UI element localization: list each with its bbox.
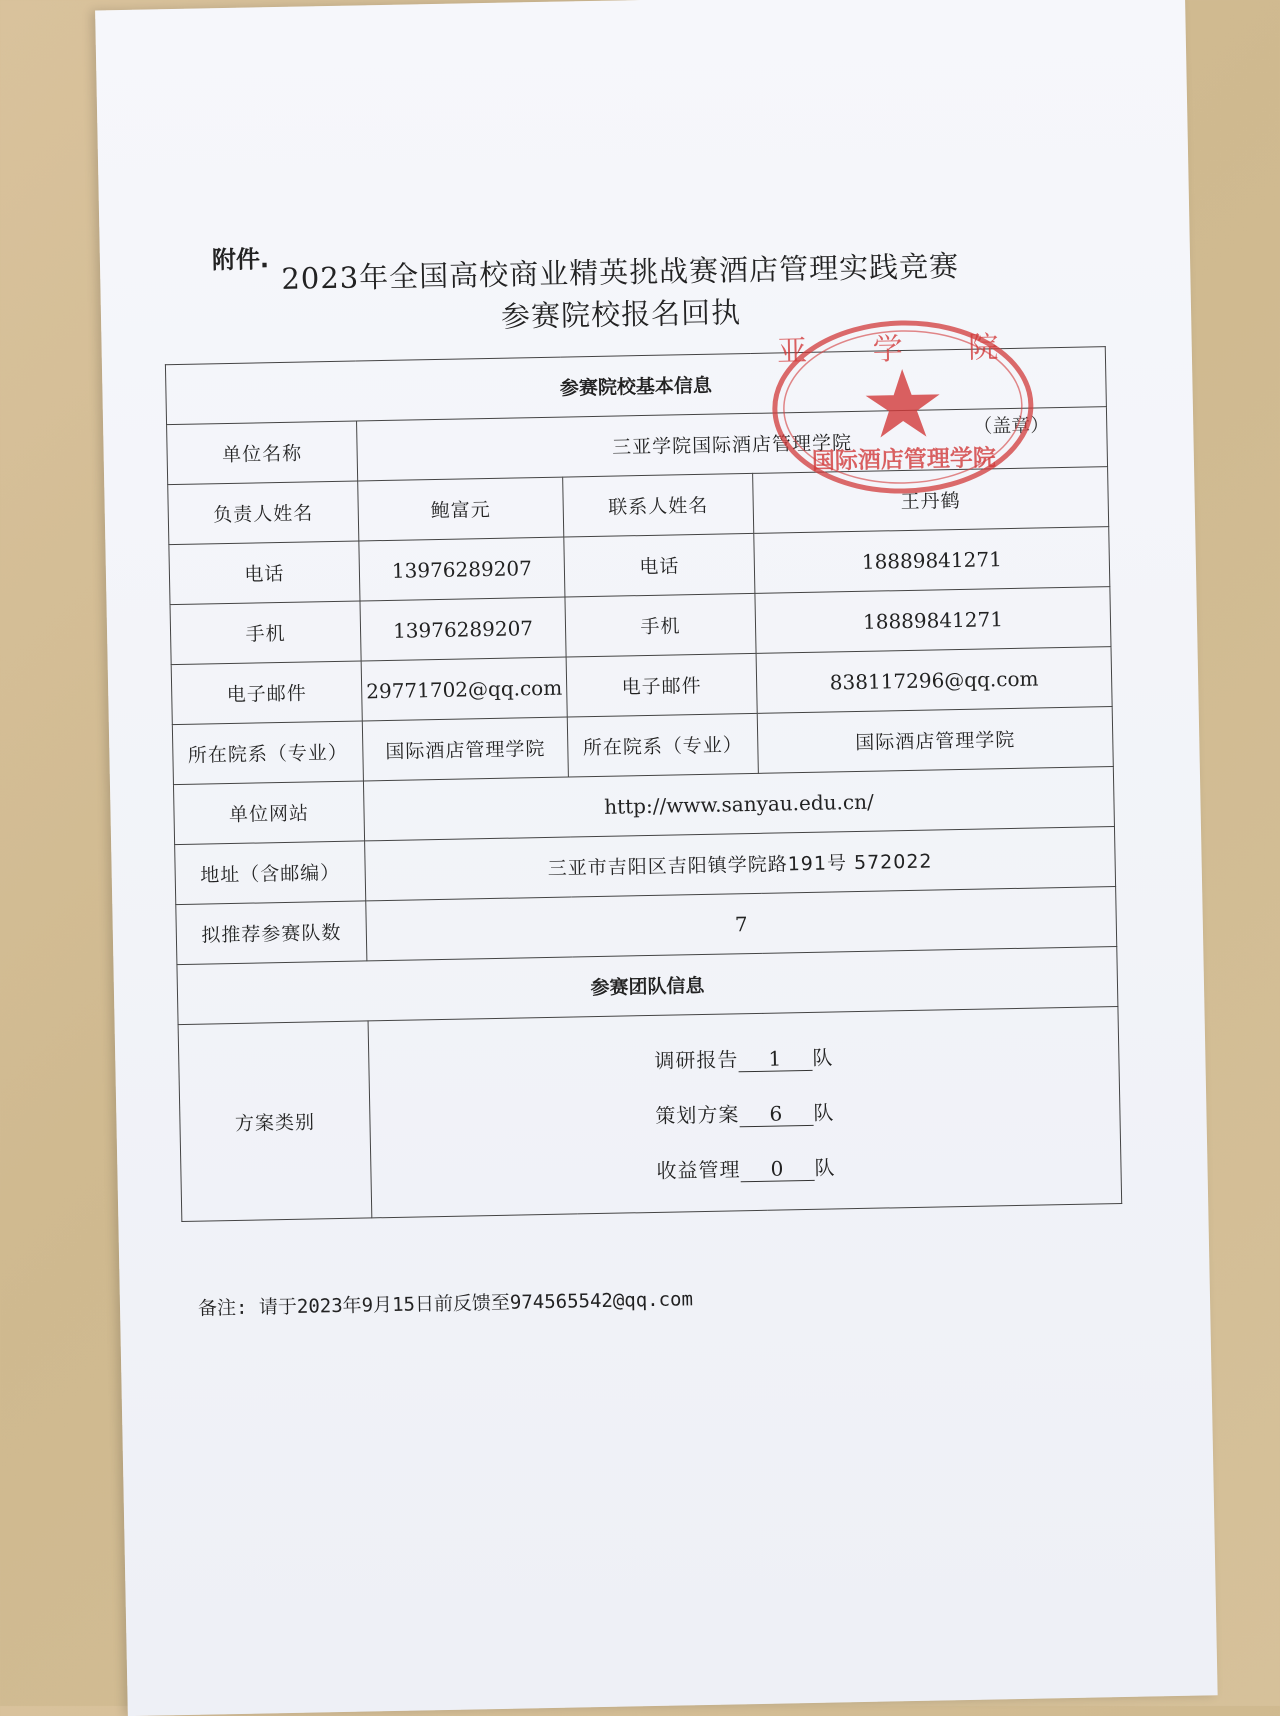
contact-name-label: 联系人姓名 (563, 473, 754, 537)
table-row (178, 1007, 1122, 1222)
leader-name-label: 负责人姓名 (168, 481, 359, 545)
category-count: 6 (739, 1100, 813, 1126)
category-count: 1 (738, 1045, 812, 1071)
star-icon (865, 368, 940, 437)
unit-name-value: 三亚学院国际酒店管理学院 (357, 407, 1108, 481)
category-name: 策划方案 (655, 1101, 740, 1128)
website-value: http://www.sanyau.edu.cn/ (363, 767, 1114, 841)
attachment-label: 附件. (211, 245, 270, 275)
stamp-bottom-text: 国际酒店管理学院 (811, 445, 997, 475)
section-basic-info: 参赛院校基本信息 (165, 347, 1106, 425)
email-label: 电子邮件 (171, 661, 362, 725)
team-count-value: 7 (366, 887, 1117, 961)
seal-label: （盖章） (973, 414, 1050, 438)
address-label: 地址（含邮编） (175, 841, 366, 905)
category-count: 0 (740, 1155, 814, 1181)
category-name: 调研报告 (654, 1046, 739, 1073)
unit-name-label: 单位名称 (167, 421, 358, 485)
contact-dept-value: 国际酒店管理学院 (757, 707, 1113, 774)
document-subtitle: 参赛院校报名回执 (500, 295, 742, 334)
contact-phone-label: 电话 (564, 533, 755, 597)
category-line (375, 1146, 1116, 1189)
leader-mobile-value: 13976289207 (360, 597, 566, 661)
mobile-label: 手机 (170, 601, 361, 665)
team-count-label: 拟推荐参赛队数 (176, 901, 367, 965)
document-title: 2023年全国高校商业精英挑战赛酒店管理实践竞赛 (281, 248, 960, 296)
leader-phone-value: 13976289207 (359, 537, 565, 601)
plan-category-label: 方案类别 (178, 1021, 372, 1222)
leader-email-value: 29771702@qq.com (361, 657, 567, 721)
category-line (373, 1036, 1114, 1079)
stamp-top-text: 亚 学 院 (776, 329, 1027, 370)
leader-dept-value: 国际酒店管理学院 (362, 717, 568, 781)
category-unit: 队 (812, 1044, 834, 1070)
section-team-info: 参赛团队信息 (177, 947, 1118, 1025)
plan-category-list (368, 1007, 1122, 1218)
footnote: 备注: 请于2023年9月15日前反馈至974565542@qq.com (197, 1288, 694, 1320)
contact-mobile-value: 18889841271 (755, 587, 1111, 654)
contact-email-value: 838117296@qq.com (756, 647, 1112, 714)
category-unit: 队 (814, 1154, 836, 1180)
phone-label: 电话 (169, 541, 360, 605)
leader-name-value: 鲍富元 (358, 477, 564, 541)
category-line (374, 1091, 1115, 1134)
category-unit: 队 (813, 1099, 835, 1125)
dept-label: 所在院系（专业） (172, 721, 363, 785)
official-seal-stamp (766, 314, 1039, 499)
contact-dept-label: 所在院系（专业） (567, 713, 758, 777)
contact-name-value: 王丹鹤 (753, 467, 1109, 534)
address-value: 三亚市吉阳区吉阳镇学院路191号 572022 (365, 827, 1116, 901)
website-label: 单位网站 (173, 781, 364, 845)
category-name: 收益管理 (656, 1156, 741, 1183)
contact-email-label: 电子邮件 (566, 653, 757, 717)
contact-phone-value: 18889841271 (754, 527, 1110, 594)
document-paper (95, 0, 1218, 1716)
contact-mobile-label: 手机 (565, 593, 756, 657)
